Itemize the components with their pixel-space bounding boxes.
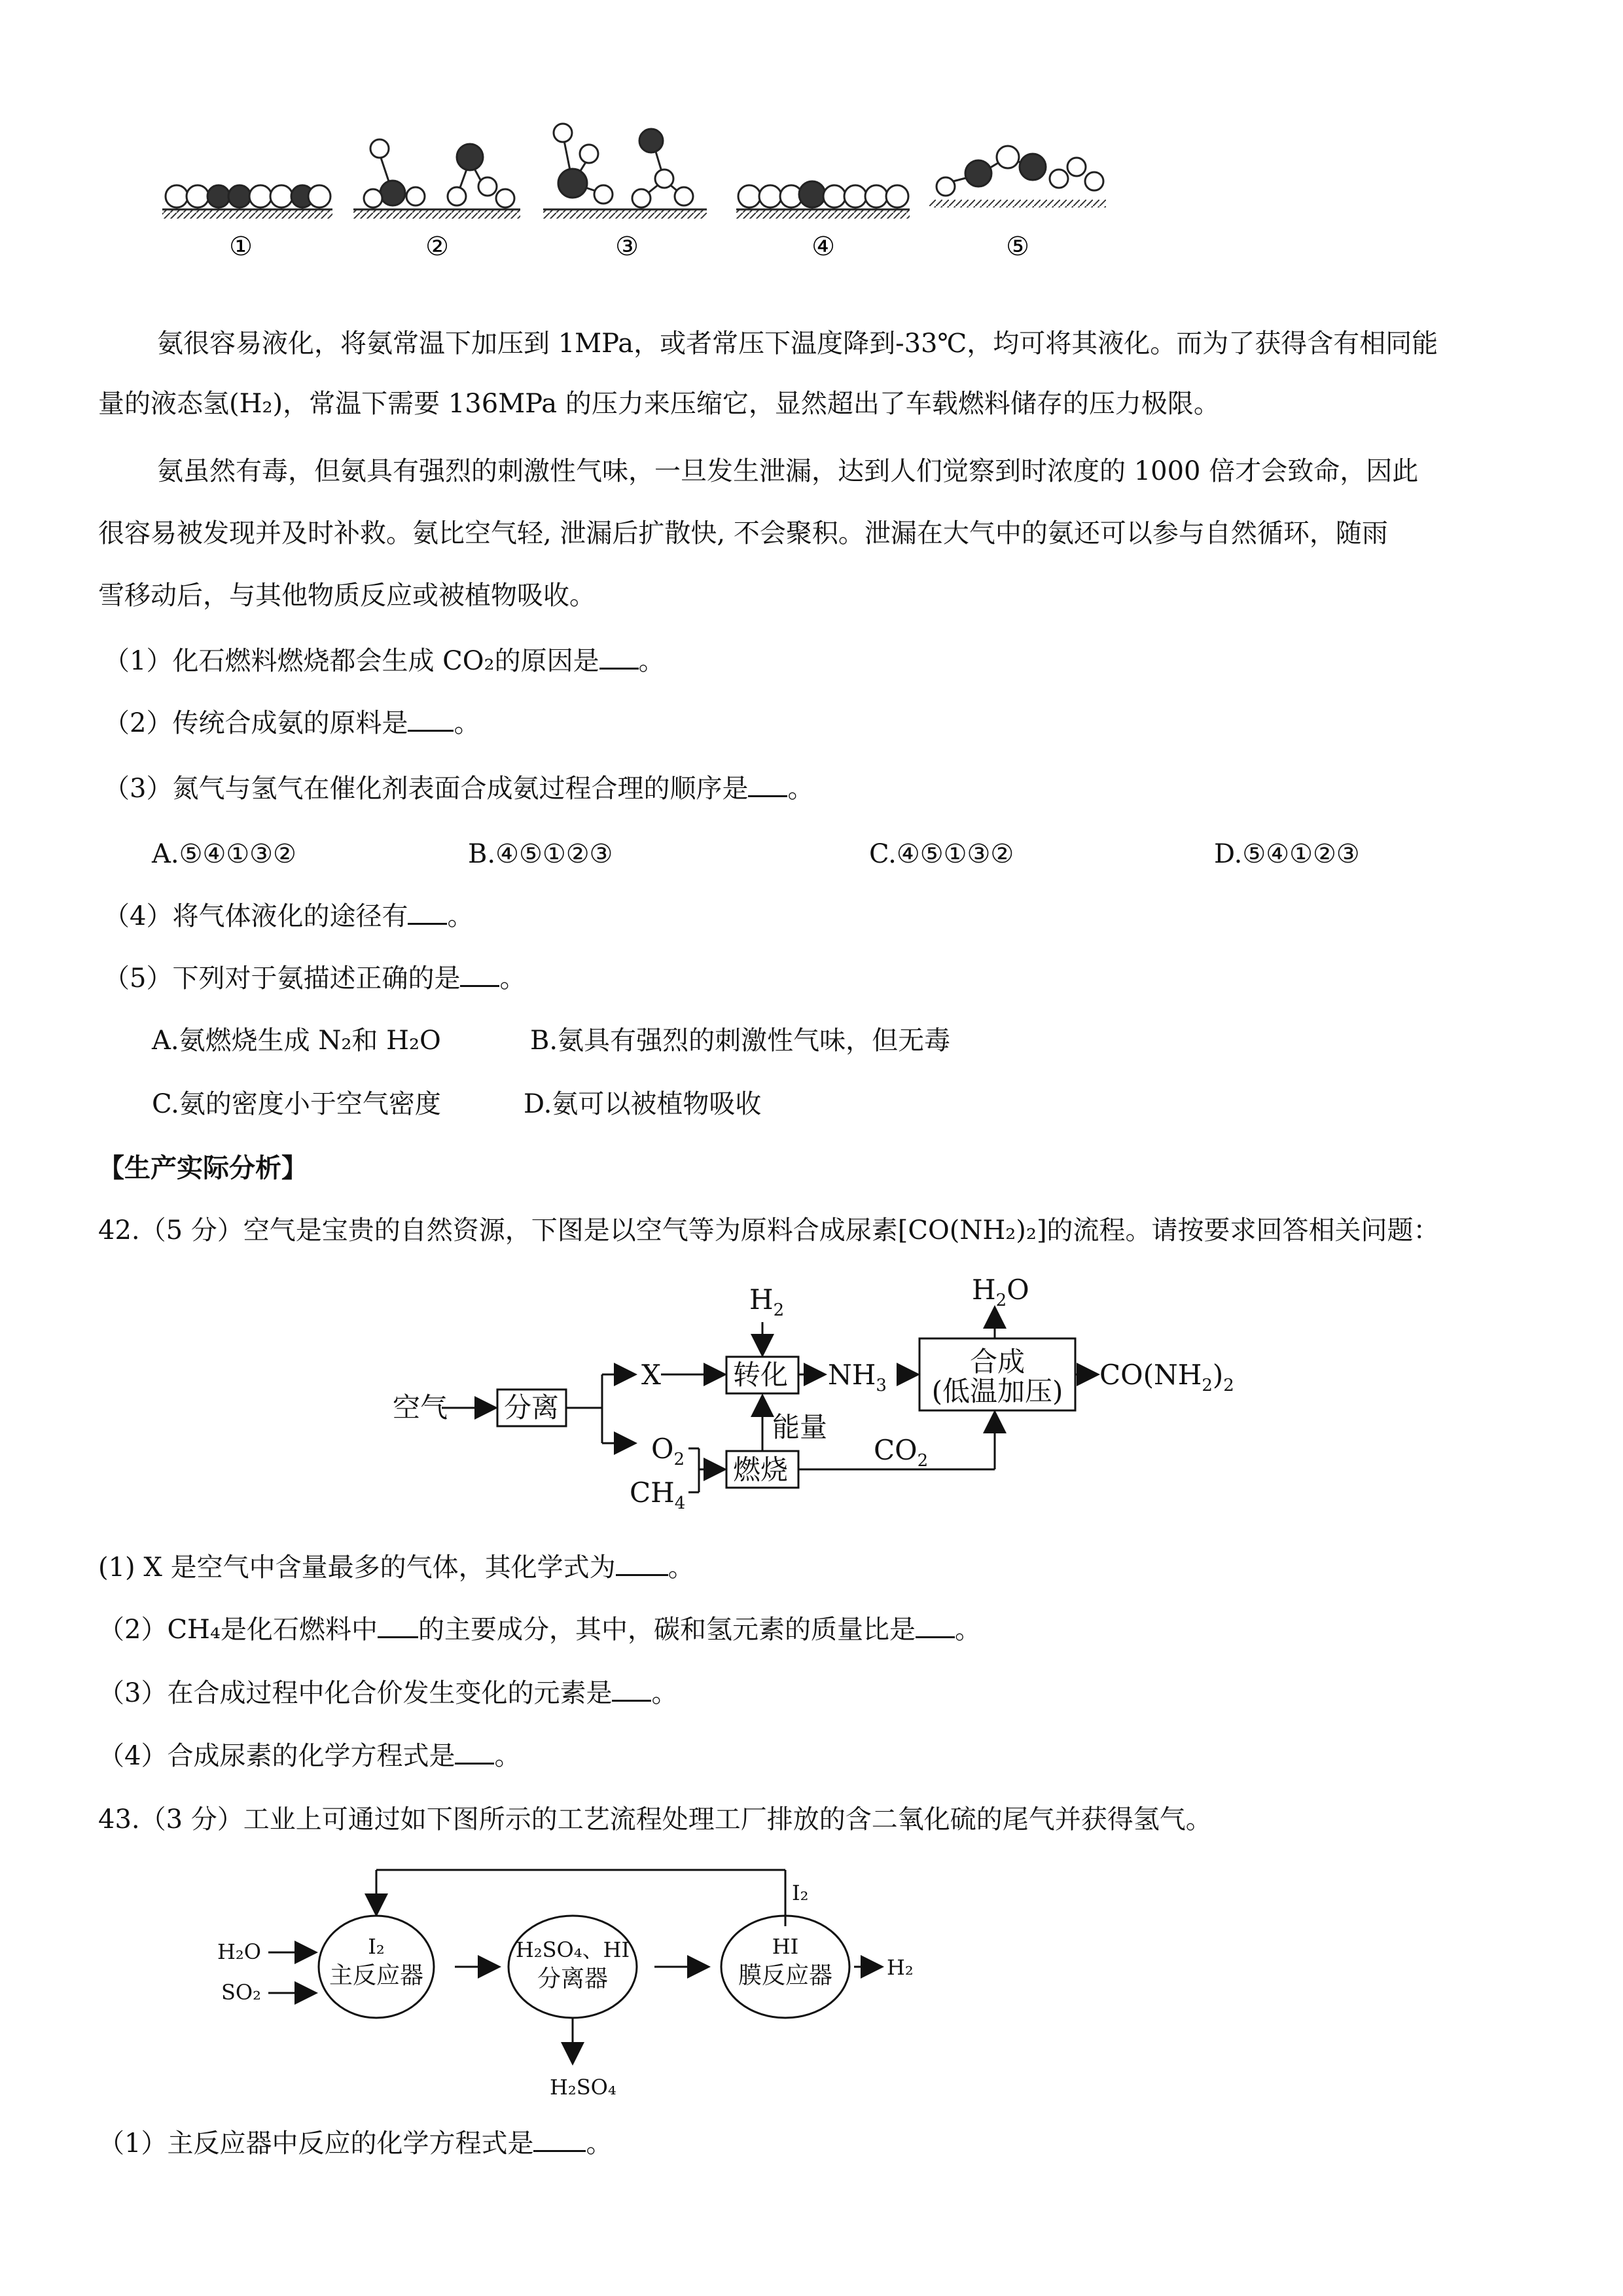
answer-blank[interactable] (460, 963, 499, 987)
step-panel-3 (543, 124, 707, 262)
sulfur-dioxide-process-flowchart (209, 1862, 955, 2111)
step-label-3: ③ (615, 232, 639, 262)
passage-p1-line1: 氨很容易液化，将氨常温下加压到 1MPa，或者常压下温度降到-33℃，均可将其液化。而为了获得含有相同能 (157, 329, 1438, 359)
q42-sub4: （4）合成尿素的化学方程式是 。 (98, 1741, 521, 1771)
q42-sub1: (1) X 是空气中含量最多的气体，其化学式为 。 (98, 1552, 694, 1583)
step-label-1: ① (229, 232, 253, 262)
q41-s5-option-c[interactable]: C.氨的密度小于空气密度 (152, 1089, 441, 1119)
answer-blank[interactable] (378, 1614, 418, 1638)
flow-h2: $H_2$ (749, 1283, 785, 1320)
q43-stem: 43.（3 分）工业上可通过如下图所示的工艺流程处理工厂排放的含二氧化硫的尾气并获得氢气。 (98, 1804, 1212, 1835)
flow-convert: 转化 (733, 1359, 789, 1391)
flow-x: X (641, 1359, 661, 1391)
q42-sub2: （2）CH₄是化石燃料中 的主要成分，其中，碳和氢元素的质量比是 。 (98, 1615, 981, 1645)
q41-sub2: （2）传统合成氨的原料是 。 (103, 708, 480, 738)
q41-s3-option-d[interactable]: D.⑤④①②③ (1214, 839, 1360, 869)
flow2-h2so4-out: H₂SO₄ (550, 2075, 616, 2100)
q41-s5-option-d[interactable]: D.氨可以被植物吸收 (524, 1089, 762, 1119)
flow-urea: $CO(NH_2)_2$ (1099, 1359, 1234, 1395)
q42-stem: 42.（5 分）空气是宝贵的自然资源，下图是以空气等为原料合成尿素[CO(NH₂)₂]的流程。请按要求回答相关问题： (98, 1215, 1440, 1246)
section-title: 【生产实际分析】 (98, 1153, 308, 1183)
q43-sub1: （1）主反应器中反应的化学方程式是 。 (98, 2128, 613, 2159)
flow2-sep-line2: 分离器 (537, 1965, 609, 1992)
flow2-h2o: H₂O (217, 1939, 261, 1964)
q41-sub1: （1）化石燃料燃烧都会生成 CO₂的原因是 。 (103, 646, 665, 676)
flow2-so2: SO₂ (221, 1980, 261, 2005)
flow2-mem-line1: HI (772, 1934, 799, 1959)
passage-p1-line2: 量的液态氢(H₂)，常温下需要 136MPa 的压力来压缩它，显然超出了车载燃料储存的压力极限。 (98, 389, 1220, 419)
flow-co2: $CO_2$ (874, 1434, 929, 1471)
urea-process-flowchart (393, 1273, 1243, 1522)
step-panel-5 (929, 146, 1106, 262)
passage-p2-line1: 氨虽然有毒，但氨具有强烈的刺激性气味，一旦发生泄漏，达到人们觉察到时浓度的 1000 倍才会致命，因此 (157, 456, 1419, 486)
passage-p2-line3: 雪移动后，与其他物质反应或被植物吸收。 (98, 581, 596, 611)
answer-blank[interactable] (455, 1740, 494, 1765)
step-label-2: ② (425, 232, 449, 262)
flow-separate: 分离 (504, 1391, 560, 1424)
q41-s3-option-c[interactable]: C.④⑤①③② (869, 839, 1014, 869)
answer-blank[interactable] (612, 1677, 651, 1702)
flow-nh3: $NH_3$ (828, 1359, 887, 1395)
step-label-5: ⑤ (1006, 232, 1029, 262)
q41-s3-option-a[interactable]: A.⑤④①③② (152, 839, 296, 869)
flow-h2o: $H_2O$ (972, 1274, 1029, 1310)
q41-sub3: （3）氮气与氢气在催化剂表面合成氨过程合理的顺序是 。 (103, 774, 814, 804)
passage-p2-line2: 很容易被发现并及时补救。氨比空气轻, 泄漏后扩散快, 不会聚积。泄漏在大气中的氨还可以参与自然循环，随雨 (98, 518, 1388, 548)
answer-blank[interactable] (916, 1614, 955, 1638)
flow-energy: 能量 (772, 1411, 828, 1443)
q41-s5-option-b[interactable]: B.氨具有强烈的刺激性气味，但无毒 (530, 1026, 951, 1056)
flow-synth-line1: 合成 (969, 1346, 1026, 1378)
q42-sub3: （3）在合成过程中化合价发生变化的元素是 。 (98, 1678, 678, 1708)
step-panel-2 (353, 139, 520, 262)
flow2-main-line2: 主反应器 (329, 1962, 424, 1989)
flow2-mem-line2: 膜反应器 (738, 1962, 833, 1989)
flow2-i2-return: I₂ (792, 1880, 809, 1905)
answer-blank[interactable] (599, 645, 639, 670)
flow-o2: $O_2$ (651, 1433, 685, 1469)
answer-blank[interactable] (748, 773, 787, 797)
step-panel-1 (162, 185, 332, 262)
answer-blank[interactable] (408, 901, 447, 925)
flow2-main-line1: I₂ (368, 1934, 385, 1959)
q41-sub4: （4）将气体液化的途径有 。 (103, 901, 474, 931)
q41-sub5: （5）下列对于氨描述正确的是 。 (103, 963, 526, 994)
answer-blank[interactable] (408, 708, 454, 732)
answer-blank[interactable] (533, 2128, 586, 2152)
catalyst-surface-diagram (157, 121, 1113, 272)
step-panel-4 (736, 181, 910, 262)
flow-ch4: $CH_4$ (630, 1477, 686, 1513)
flow-burn: 燃烧 (733, 1454, 789, 1486)
flow-air: 空气 (393, 1391, 448, 1424)
q41-s3-option-b[interactable]: B.④⑤①②③ (468, 839, 613, 869)
flow2-h2: H₂ (887, 1955, 914, 1980)
step-label-4: ④ (812, 232, 835, 262)
flow-synth-line2: (低温加压) (931, 1375, 1063, 1407)
answer-blank[interactable] (616, 1552, 668, 1576)
flow2-sep-line1: H₂SO₄、HI (515, 1937, 630, 1962)
q41-s5-option-a[interactable]: A.氨燃烧生成 N₂和 H₂O (152, 1026, 441, 1056)
